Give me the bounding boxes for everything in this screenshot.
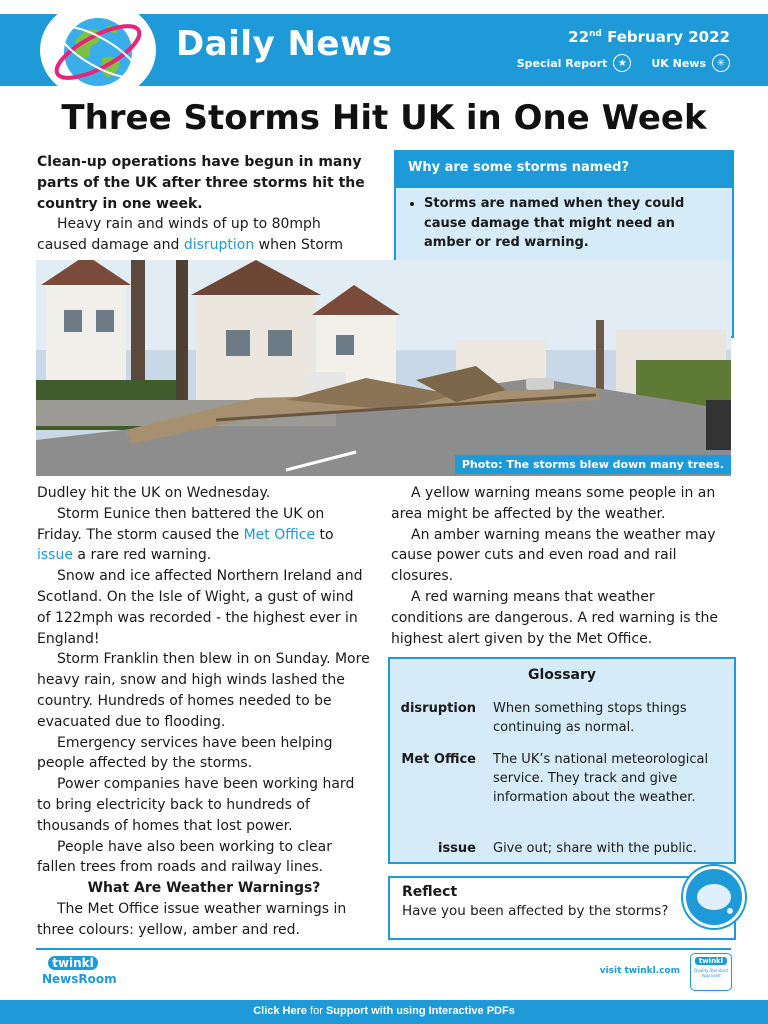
paragraph-1-start: Heavy rain and winds of up to 80mph caused damage and disruption when Storm bbox=[37, 216, 344, 254]
quality-badge-icon: twinkl Quality Standard Approved bbox=[690, 953, 732, 991]
report-tags bbox=[517, 54, 730, 72]
reflect-question: Have you been affected by the storms? bbox=[402, 903, 669, 919]
article-left-column bbox=[37, 483, 371, 941]
why-named-title: Why are some storms named? bbox=[396, 152, 732, 188]
lead-paragraph: Clean-up operations have begun in many parts of the UK after three storms hit the country in one week. bbox=[37, 154, 365, 212]
globe-logo-icon bbox=[40, 0, 156, 100]
click-here-link[interactable]: Click Here bbox=[253, 1005, 307, 1017]
masthead-title: Daily News bbox=[176, 24, 393, 64]
issue-link[interactable]: issue bbox=[37, 547, 73, 564]
headline: Three Storms Hit UK in One Week bbox=[61, 98, 707, 138]
paragraph-7: People have also been working to clear fallen trees from roads and railway lines. bbox=[37, 838, 332, 876]
glossary-term: disruption bbox=[400, 701, 476, 716]
list-item: • Storms are named when they could cause damage that might need an amber or red warning. bbox=[424, 194, 718, 253]
footer-divider bbox=[36, 948, 731, 950]
paragraph-8: The Met Office issue weather warnings in three colours: yellow, amber and red. bbox=[37, 900, 347, 938]
storm-photo bbox=[36, 260, 731, 476]
photo-caption: Photo: The storms blew down many trees. bbox=[455, 455, 731, 474]
paragraph-1-end: Dudley hit the UK on Wednesday. bbox=[37, 485, 271, 501]
paragraph-2: Storm Eunice then battered the UK on Friday. The storm caused the Met Office to issue a rare red warning. bbox=[37, 505, 334, 564]
paragraph-3: Snow and ice affected Northern Ireland and Scotland. On the Isle of Wight, a gust of wind of 122mph was recorded - the highest ever in England! bbox=[37, 568, 363, 647]
glossary-box bbox=[388, 657, 736, 864]
glossary-title: Glossary bbox=[527, 667, 597, 683]
paragraph-5: Emergency services have been helping people affected by the storms. bbox=[37, 734, 333, 772]
article-intro bbox=[37, 152, 367, 256]
red-warning-paragraph: A red warning means that weather conditions are dangerous. A red warning is the highest alert given by the Met Office. bbox=[391, 588, 719, 647]
paragraph-6: Power companies have been working hard to bring electricity back to hundreds of thousands of homes that lost power. bbox=[37, 776, 355, 834]
union-flag-icon: ✳ bbox=[712, 54, 730, 72]
article-right-column bbox=[391, 483, 731, 649]
glossary-term: issue bbox=[437, 841, 476, 856]
met-office-link[interactable]: Met Office bbox=[243, 526, 316, 543]
interactive-pdf-support-bar[interactable]: Click Here for Support with using Interactive PDFs bbox=[0, 1000, 768, 1024]
issue-date: 22nd February 2022 bbox=[568, 28, 730, 46]
paragraph-4: Storm Franklin then blew in on Sunday. More heavy rain, snow and high winds lashed the country. Hundreds of homes needed to be evacuated due to flooding. bbox=[37, 651, 370, 730]
uk-news-label: UK News bbox=[651, 56, 706, 70]
glossary-definition: When something stops things continuing as normal. bbox=[493, 701, 687, 735]
reflect-box bbox=[388, 876, 736, 940]
visit-twinkl-link[interactable]: visit twinkl.com bbox=[599, 966, 680, 976]
twinkl-newsroom-logo: twinkl NewsRoom bbox=[42, 956, 117, 986]
glossary-definition: Give out; share with the public. bbox=[493, 841, 697, 856]
disruption-link[interactable]: disruption bbox=[183, 237, 255, 254]
star-icon: ★ bbox=[613, 54, 631, 72]
glossary-definition: The UK’s national meteorological service. They track and give information about the weather. bbox=[493, 752, 709, 805]
glossary-term: Met Office bbox=[401, 752, 476, 767]
reflect-title: Reflect bbox=[402, 884, 458, 900]
weather-warnings-subhead: What Are Weather Warnings? bbox=[87, 880, 321, 897]
thought-bubble-icon bbox=[683, 866, 745, 928]
special-report-label: Special Report bbox=[516, 56, 608, 70]
yellow-warning-paragraph: A yellow warning means some people in an area might be affected by the weather. bbox=[391, 485, 716, 522]
amber-warning-paragraph: An amber warning means the weather may cause power cuts and even road and rail closures. bbox=[391, 526, 716, 585]
